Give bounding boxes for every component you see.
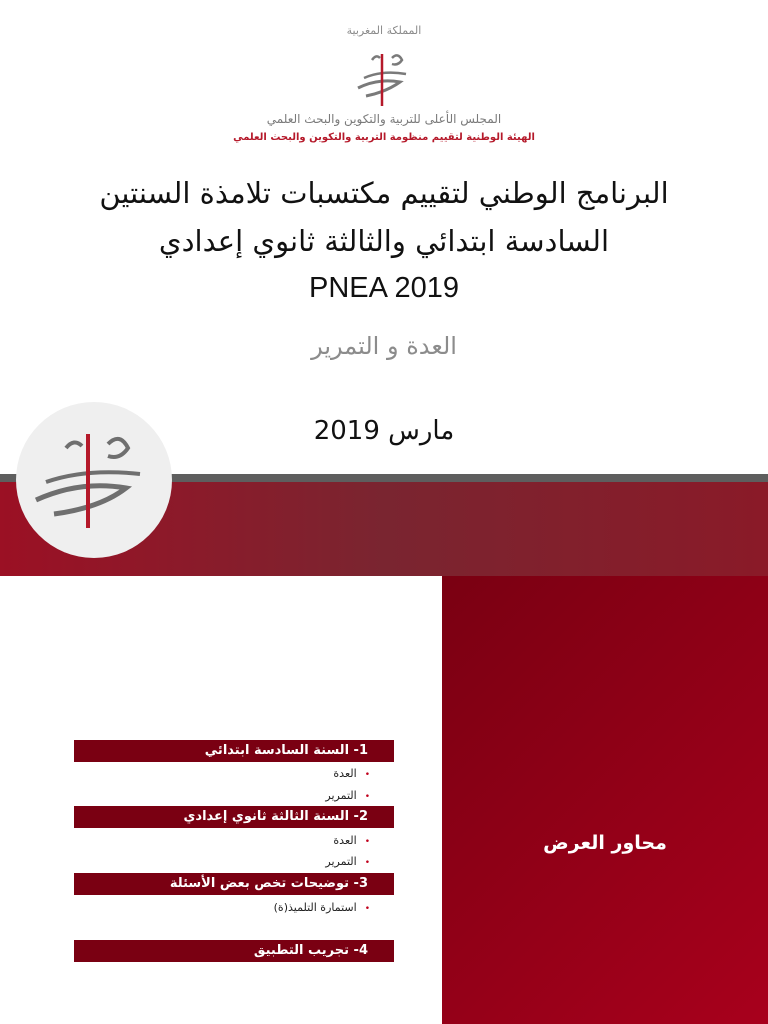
section-header-1: 1- السنة السادسة ابتدائي [74,740,394,762]
title-line-1: البرنامج الوطني لتقييم مكتسبات تلامذة السنتين [99,176,669,210]
council-logo-icon [348,48,420,112]
section-header-2: 2- السنة الثالثة ثانوي إعدادي [74,806,394,828]
list-item-label: التمرير [325,855,357,868]
section-header-4: 4- تجريب التطبيق [74,940,394,962]
list-item [170,789,370,802]
agenda-slide [0,576,768,1024]
bullet-icon: • [364,858,370,868]
section-header-3: 3- توضيحات تخص بعض الأسئلة [74,873,394,895]
list-item [170,901,370,914]
bullet-icon: • [364,770,370,780]
authority-name: الهيئة الوطنية لتقييم منظومة التربية والتكوين والبحث العلمي [233,132,535,143]
list-item-label: استمارة التلميذ(ة) [273,901,357,914]
agenda-panel [442,576,768,1024]
council-name: المجلس الأعلى للتربية والتكوين والبحث العلمي [266,112,502,126]
list-item [170,834,370,847]
bullet-icon: • [364,904,370,914]
kingdom-label: المملكة المغربية [346,24,422,37]
slide-date: مارس 2019 [313,416,455,446]
bullet-icon: • [364,837,370,847]
council-logo-icon [30,430,158,534]
slide-subtitle: العدة و التمرير [311,332,457,360]
title-line-3: PNEA 2019 [309,272,459,304]
list-item [170,767,370,780]
list-item-label: التمرير [325,789,357,802]
list-item [170,855,370,868]
list-item-label: العدة [333,767,357,780]
bullet-icon: • [364,792,370,802]
list-item-label: العدة [333,834,357,847]
agenda-title: محاور العرض [543,832,667,854]
title-line-2: السادسة ابتدائي والثالثة ثانوي إعدادي [158,224,610,258]
